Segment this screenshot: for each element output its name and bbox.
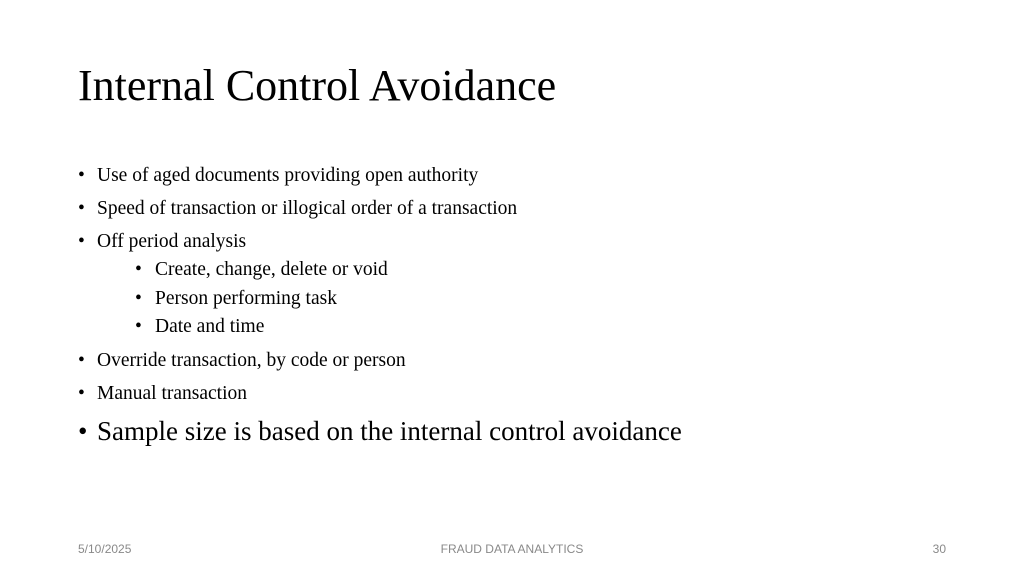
- bullet-item-label: Off period analysis: [97, 231, 247, 252]
- footer-date: 5/10/2025: [78, 542, 132, 556]
- bullet-item: • Use of aged documents providing open authority: [78, 162, 958, 190]
- sub-bullet-item: • Person performing task: [135, 285, 958, 314]
- sub-bullet-list: [97, 256, 958, 342]
- bullet-item: • Override transaction, by code or person: [78, 347, 958, 375]
- sub-bullet-item: • Date and time: [135, 313, 958, 342]
- page-number: 30: [932, 542, 946, 556]
- sub-bullet-item: • Create, change, delete or void: [135, 256, 958, 285]
- bullet-item: • Speed of transaction or illogical order of a transaction: [78, 195, 958, 223]
- bullet-list: [78, 162, 958, 454]
- bullet-item: • Manual transaction: [78, 380, 958, 408]
- footer-title: FRAUD DATA ANALYTICS: [440, 542, 584, 556]
- bullet-item-with-subs: [78, 228, 958, 342]
- slide-title: Internal Control Avoidance: [78, 61, 557, 110]
- bullet-item-emphasis: • Sample size is based on the internal control avoidance: [78, 413, 958, 449]
